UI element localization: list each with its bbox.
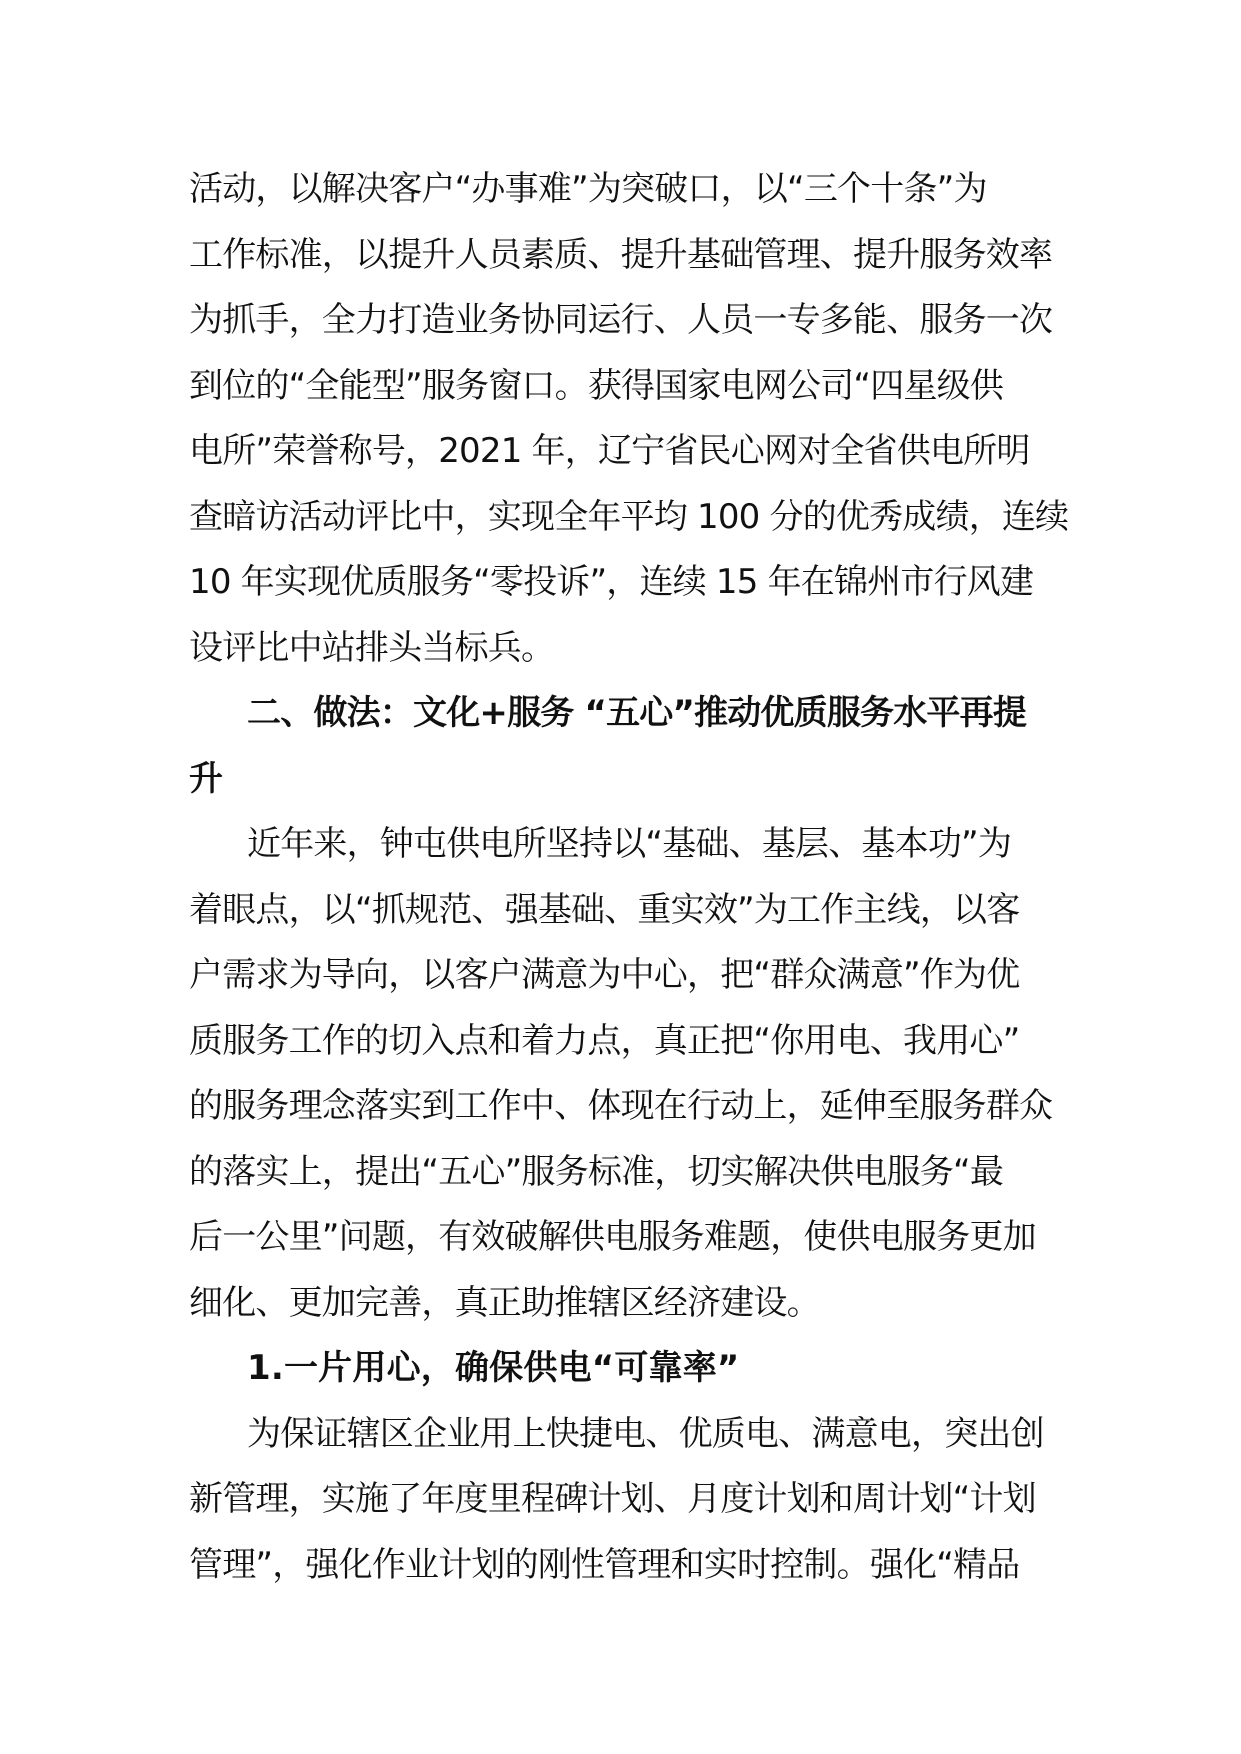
paragraph-line: 新管理，实施了年度里程碑计划、月度计划和周计划“计划: [189, 1479, 1036, 1519]
paragraph-line: 后一公里”问题，有效破解供电服务难题，使供电服务更加: [189, 1217, 1036, 1257]
paragraph-line: 电所”荣誉称号，2021 年，辽宁省民心网对全省供电所明: [189, 431, 1030, 471]
paragraph-line: 到位的“全能型”服务窗口。获得国家电网公司“四星级供: [189, 365, 1004, 406]
document-body: [189, 157, 1069, 1598]
paragraph-line: 为保证辖区企业用上快捷电、优质电、满意电，突出创: [247, 1413, 1044, 1454]
paragraph-line: 工作标准，以提升人员素质、提升基础管理、提升服务效率: [189, 234, 1053, 275]
paragraph-line: 活动，以解决客户“办事难”为突破口，以“三个十条”为: [189, 169, 987, 209]
paragraph-line: 10 年实现优质服务“零投诉”，连续 15 年在锦州市行风建: [189, 562, 1034, 602]
paragraph-line: 为抓手，全力打造业务协同运行、人员一专多能、服务一次: [189, 300, 1053, 340]
paragraph-line: 户需求为导向，以客户满意为中心，把“群众满意”作为优: [189, 955, 1020, 995]
paragraph-line: 查暗访活动评比中，实现全年平均 100 分的优秀成绩，连续: [189, 496, 1069, 537]
paragraph-line: 着眼点，以“抓规范、强基础、重实效”为工作主线，以客: [189, 889, 1020, 930]
paragraph-line: 的服务理念落实到工作中、体现在行动上，延伸至服务群众: [189, 1086, 1053, 1126]
section-heading: 二、做法：文化+服务 “五心”推动优质服务水平再提: [247, 693, 1027, 733]
paragraph-line: 设评比中站排头当标兵。: [189, 627, 555, 668]
paragraph-line: 管理”，强化作业计划的刚性管理和实时控制。强化“精品: [189, 1544, 1020, 1585]
paragraph-line: 近年来，钟屯供电所坚持以“基础、基层、基本功”为: [247, 824, 1012, 864]
subsection-heading: 1.一片用心，确保供电“可靠率”: [247, 1348, 740, 1388]
paragraph-line: 细化、更加完善，真正助推辖区经济建设。: [189, 1282, 820, 1323]
paragraph-line: 的落实上，提出“五心”服务标准，切实解决供电服务“最: [189, 1151, 1004, 1192]
paragraph-line: 质服务工作的切入点和着力点，真正把“你用电、我用心”: [189, 1020, 1020, 1061]
section-heading-continuation: 升: [189, 758, 224, 799]
